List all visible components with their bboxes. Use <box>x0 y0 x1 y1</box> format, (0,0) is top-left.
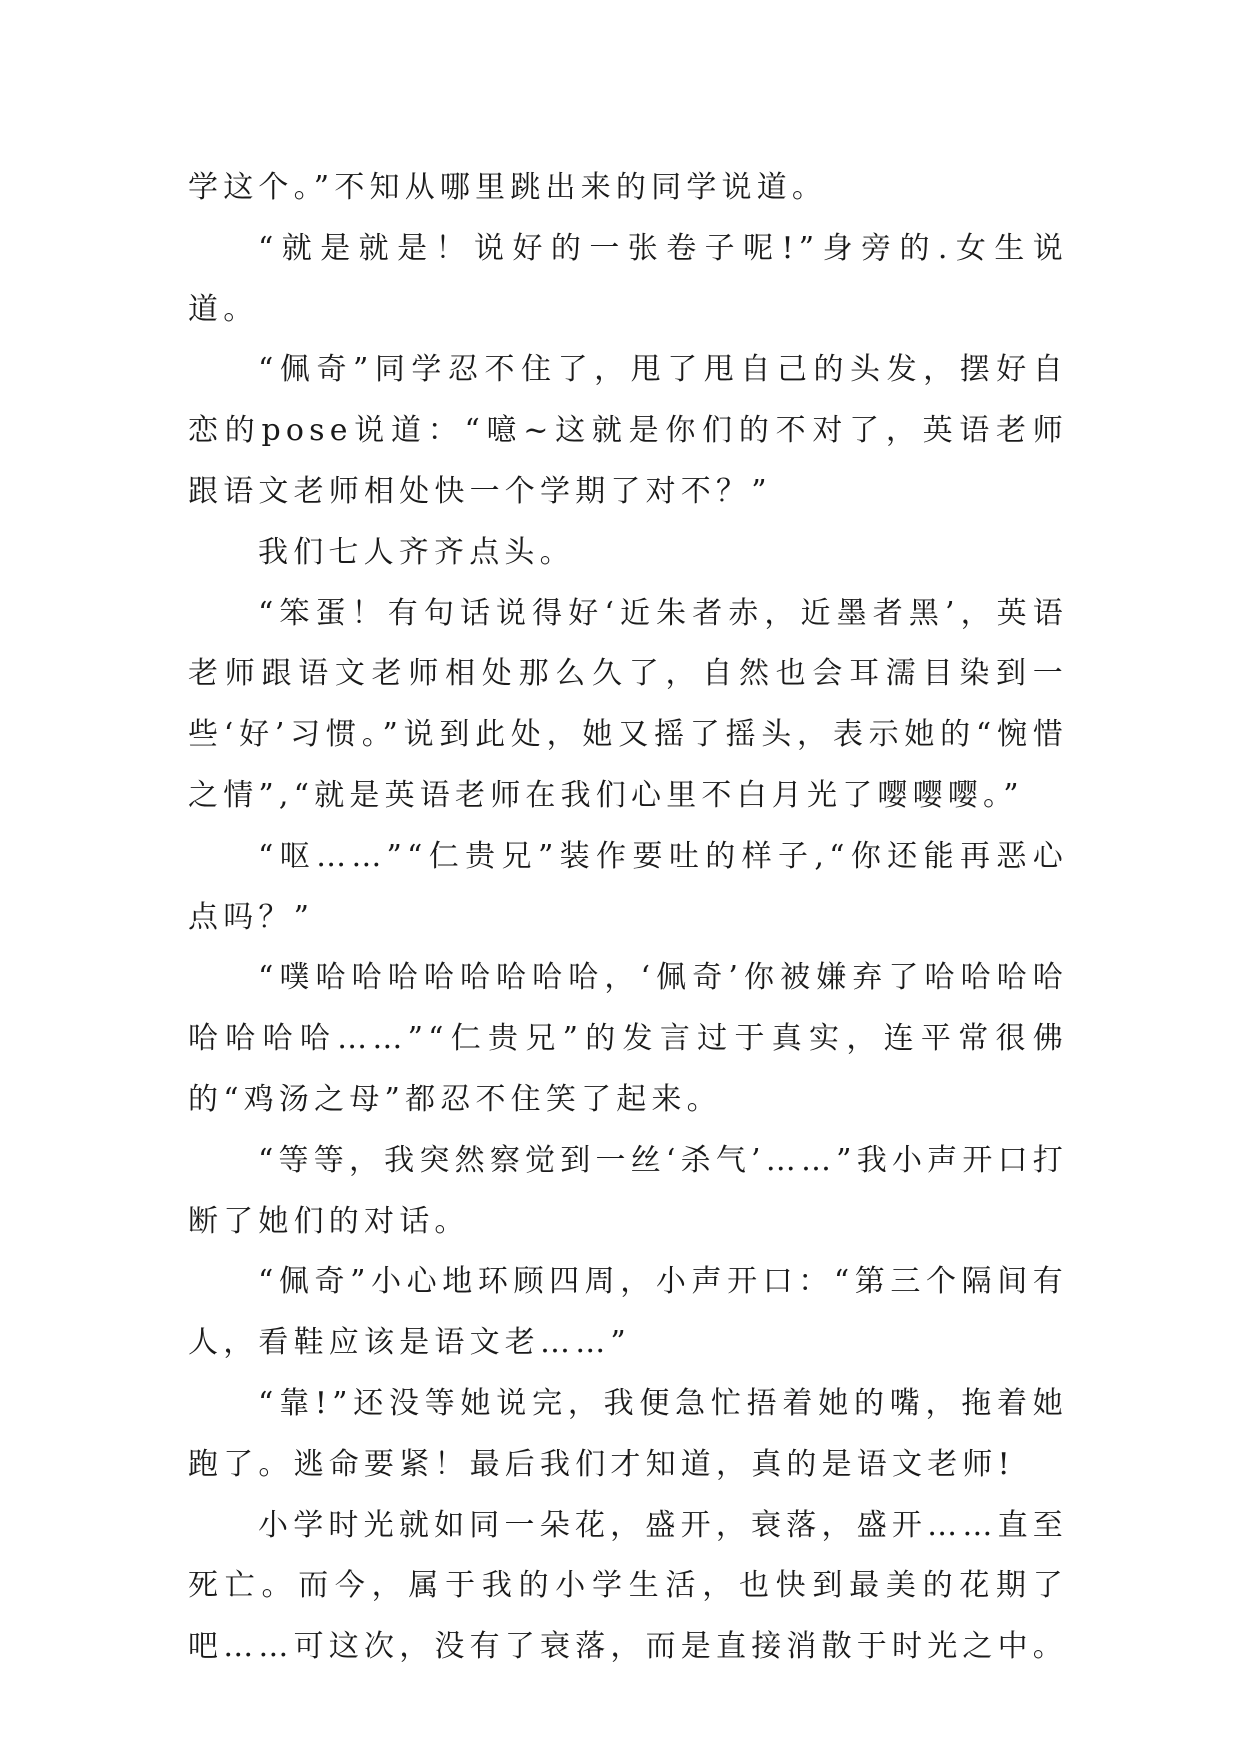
paragraph: “等等，我突然察觉到一丝‘杀气’……”我小声开口打断了她们的对话。 <box>188 1142 1068 1239</box>
paragraph: 学这个。”不知从哪里跳出来的同学说道。 <box>188 170 828 205</box>
document-body <box>188 158 1068 1678</box>
paragraph: “笨蛋！有句话说得好‘近朱者赤，近墨者黑’，英语老师跟语文老师相处那么久了，自然也会耳濡目染到一些‘好’习惯。”说到此处，她又摇了摇头，表示她的“惋惜之情”,“就是英语老师在我们心里不白月光了嘤嘤嘤。” <box>188 595 1068 813</box>
paragraph: “呕……”“仁贵兄”装作要吐的样子,“你还能再恶心点吗？” <box>188 838 1068 935</box>
paragraph: 小学时光就如同一朵花，盛开，衰落，盛开……直至死亡。而今，属于我的小学生活，也快到最美的花期了吧……可这次，没有了衰落，而是直接消散于时光之中。 <box>188 1507 1068 1665</box>
paragraph: “佩奇”小心地环顾四周，小声开口：“第三个隔间有人，看鞋应该是语文老……” <box>188 1264 1068 1361</box>
paragraph: “噗哈哈哈哈哈哈哈哈，‘佩奇’你被嫌弃了哈哈哈哈哈哈哈哈……”“仁贵兄”的发言过于真实，连平常很佛的“鸡汤之母”都忍不住笑了起来。 <box>188 960 1068 1117</box>
paragraph: “靠!”还没等她说完，我便急忙捂着她的嘴，拖着她跑了。逃命要紧！最后我们才知道，真的是语文老师! <box>188 1385 1068 1482</box>
paragraph: 我们七人齐齐点头。 <box>258 534 575 570</box>
paragraph: “佩奇”同学忍不住了，甩了甩自己的头发，摆好自恋的pose说道：“噫~这就是你们的不对了，英语老师跟语文老师相处快一个学期了对不？” <box>188 352 1068 509</box>
paragraph: “就是就是！说好的一张卷子呢!”身旁的.女生说道。 <box>188 230 1068 327</box>
